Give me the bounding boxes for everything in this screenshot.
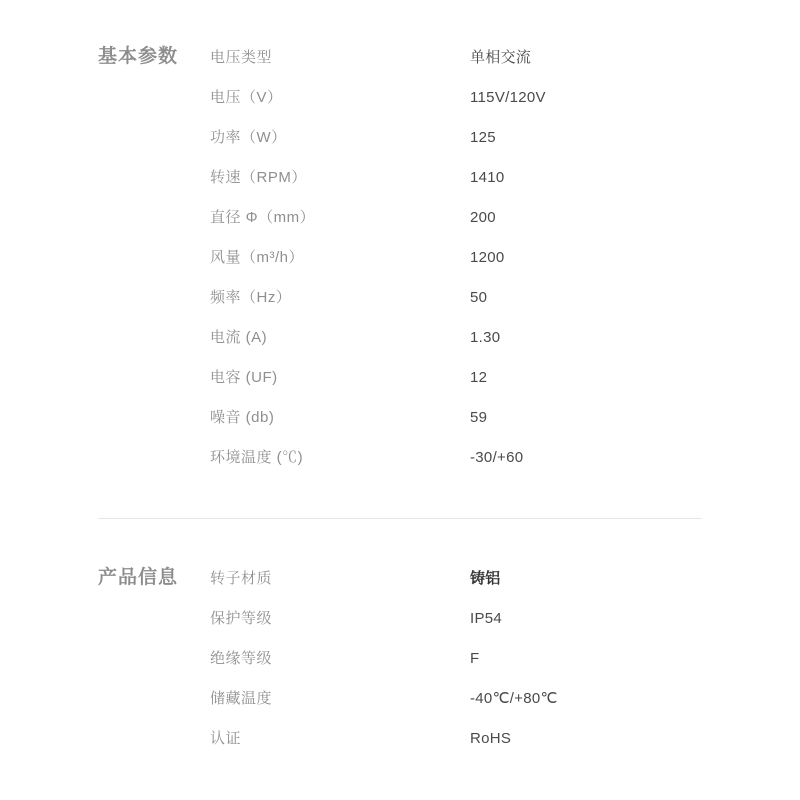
spec-value: 1200 [470, 249, 505, 266]
spec-value: 1410 [470, 169, 505, 186]
spec-value: 1.30 [470, 329, 501, 346]
basic-parameters-table [210, 38, 800, 478]
spec-label: 频率（Hz） [210, 289, 292, 306]
spec-label: 保护等级 [210, 610, 273, 627]
spec-row [210, 358, 800, 398]
spec-value: 125 [470, 129, 496, 146]
spec-row [210, 278, 800, 318]
spec-value: 59 [470, 409, 488, 426]
spec-label: 绝缘等级 [210, 650, 273, 667]
spec-row [210, 438, 800, 478]
spec-label: 转速（RPM） [210, 169, 307, 186]
spec-row [210, 238, 800, 278]
spec-row [210, 78, 800, 118]
spec-label: 风量（m³/h） [210, 249, 305, 266]
spec-label: 环境温度 (℃) [210, 449, 304, 466]
spec-row [210, 599, 800, 639]
spec-value: 50 [470, 289, 488, 306]
spec-row [210, 38, 800, 78]
spec-value: 单相交流 [470, 49, 532, 66]
spec-row [210, 559, 800, 599]
spec-label: 电压（V） [210, 89, 283, 106]
spec-value: 铸铝 [470, 570, 501, 587]
product-information-table [210, 559, 800, 759]
spec-row [210, 398, 800, 438]
spec-value: -30/+60 [470, 449, 524, 466]
spec-value: 115V/120V [470, 89, 546, 106]
spec-value: -40℃/+80℃ [470, 690, 558, 707]
product-information-section [0, 519, 800, 759]
spec-row [210, 679, 800, 719]
spec-row [210, 158, 800, 198]
spec-row [210, 639, 800, 679]
spec-value: 200 [470, 209, 496, 226]
product-information-title: 产品信息 [98, 567, 179, 588]
spec-row [210, 118, 800, 158]
spec-row [210, 719, 800, 759]
spec-label: 直径 Φ（mm） [210, 209, 316, 226]
spec-value: RoHS [470, 730, 512, 747]
basic-parameters-title: 基本参数 [98, 46, 179, 67]
spec-label: 噪音 (db) [210, 409, 275, 426]
spec-label: 储藏温度 [210, 690, 273, 707]
spec-value: IP54 [470, 610, 503, 627]
spec-row [210, 198, 800, 238]
spec-label: 电流 (A) [210, 329, 268, 346]
spec-label: 转子材质 [210, 570, 273, 587]
spec-label: 认证 [210, 730, 242, 747]
spec-label: 功率（W） [210, 129, 287, 146]
spec-label: 电容 (UF) [210, 369, 278, 386]
spec-row [210, 318, 800, 358]
spec-label: 电压类型 [210, 49, 273, 66]
spec-value: F [470, 650, 480, 667]
spec-value: 12 [470, 369, 488, 386]
